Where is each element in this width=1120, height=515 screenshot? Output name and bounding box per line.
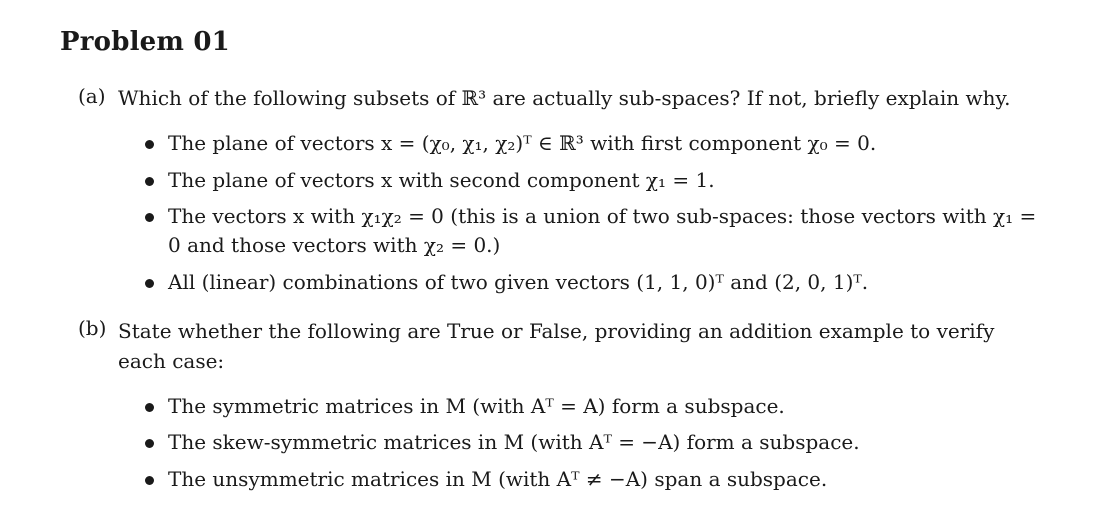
part-a-bullet-3: The vectors x with χ₁χ₂ = 0 (this is a union of two sub-spaces: those vectors with χ₁ = 0 and those vectors with χ₂ = 0.) <box>168 204 1037 257</box>
part-a-bullet-4: All (linear) combinations of two given vectors (1, 1, 0)ᵀ and (2, 0, 1)ᵀ. <box>168 270 869 294</box>
part-b-bullet-2: The skew-symmetric matrices in M (with Aᵀ = −A) form a subspace. <box>168 430 860 454</box>
bullet-dot <box>145 213 154 222</box>
bullet-dot <box>145 476 154 485</box>
part-a-intro: Which of the following subsets of ℝ³ are actually sub-spaces? If not, briefly explain why. <box>118 86 1011 110</box>
part-a-label: (a) <box>78 84 106 108</box>
part-b-label: (b) <box>78 316 107 340</box>
part-a-bullet-1: The plane of vectors x = (χ₀, χ₁, χ₂)ᵀ ∈ ℝ³ with first component χ₀ = 0. <box>168 131 877 155</box>
bullet-dot <box>145 403 154 412</box>
part-a-bullet-2: The plane of vectors x with second component χ₁ = 1. <box>168 168 715 192</box>
bullet-dot <box>145 177 154 186</box>
part-b-bullet-1: The symmetric matrices in M (with Aᵀ = A) form a subspace. <box>168 394 785 418</box>
bullet-dot <box>145 279 154 288</box>
part-b-bullet-3: The unsymmetric matrices in M (with Aᵀ ≠ −A) span a subspace. <box>168 467 828 491</box>
part-b-intro: State whether the following are True or False, providing an addition example to verify each case: <box>118 319 995 373</box>
bullet-dot <box>145 140 154 149</box>
bullet-dot <box>145 439 154 448</box>
problem-title: Problem 01 <box>60 27 230 57</box>
